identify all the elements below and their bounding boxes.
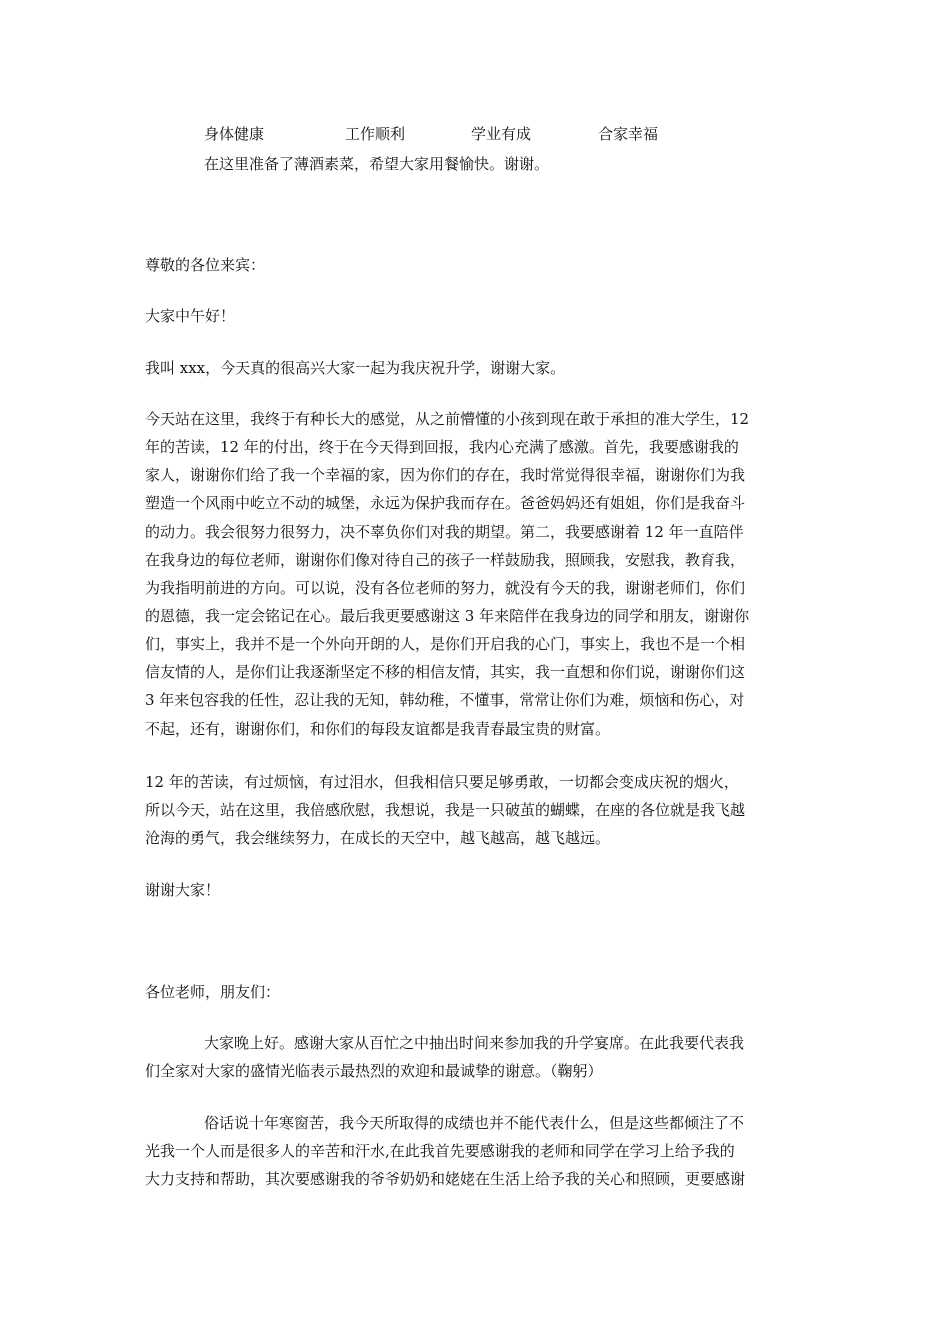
paragraph-line: 3 年来包容我的任性，忍让我的无知，韩幼稚，不懂事，常常让你们为难，烦恼和伤心，对: [145, 691, 745, 709]
paragraph-line: 所以今天，站在这里，我倍感欣慰，我想说，我是一只破茧的蝴蝶，在座的各位就是我飞越: [145, 801, 746, 819]
paragraph-line: 的恩德，我一定会铭记在心。最后我更要感谢这 3 年来陪伴在我身边的同学和朋友，谢谢你: [145, 607, 750, 625]
section2-greeting: 大家中午好！: [145, 307, 236, 325]
paragraph-line: 们全家对大家的盛情光临表示最热烈的欢迎和最诚挚的谢意。（鞠躬）: [145, 1062, 603, 1080]
wish-work: 工作顺利: [345, 125, 406, 143]
paragraph-line: 为我指明前进的方向。可以说，没有各位老师的努力，就没有今天的我，谢谢老师们，你们: [145, 579, 746, 597]
paragraph-line: 年的苦读，12 年的付出，终于在今天得到回报，我内心充满了感激。首先，我要感谢我的: [145, 438, 739, 456]
paragraph-line: 大力支持和帮助，其次要感谢我的爷爷奶奶和姥姥在生活上给予我的关心和照顾，更要感谢: [145, 1170, 746, 1188]
wish-family: 合家幸福: [598, 125, 659, 143]
paragraph-line: 俗话说十年寒窗苦，我今天所取得的成绩也并不能代表什么，但是这些都倾注了不: [204, 1114, 745, 1132]
wishes-row: [204, 124, 804, 144]
section2-intro: 我叫 xxx，今天真的很高兴大家一起为我庆祝升学，谢谢大家。: [145, 359, 566, 377]
paragraph-line: 的动力。我会很努力很努力，决不辜负你们对我的期望。第二，我要感谢着 12 年一直陪伴: [145, 523, 744, 541]
wish-study: 学业有成: [471, 125, 532, 143]
paragraph-line: 在我身边的每位老师，谢谢你们像对待自己的孩子一样鼓励我，照顾我，安慰我，教育我，: [145, 551, 746, 569]
section2-thanks: 谢谢大家！: [145, 881, 221, 899]
paragraph-line: 们，事实上，我并不是一个外向开朗的人，是你们开启我的心门，事实上，我也不是一个相: [145, 635, 746, 653]
paragraph-line: 家人，谢谢你们给了我一个幸福的家，因为你们的存在，我时常觉得很幸福，谢谢你们为我: [145, 466, 746, 484]
paragraph-line: 塑造一个风雨中屹立不动的城堡，永远为保护我而存在。爸爸妈妈还有姐姐，你们是我奋斗: [145, 494, 746, 512]
paragraph-line: 沧海的勇气，我会继续努力，在成长的天空中，越飞越高，越飞越远。: [145, 829, 611, 847]
paragraph-line: 大家晚上好。感谢大家从百忙之中抽出时间来参加我的升学宴席。在此我要代表我: [204, 1034, 745, 1052]
section2-salutation: 尊敬的各位来宾：: [145, 256, 266, 274]
paragraph-line: 光我一个人而是很多人的辛苦和汗水,在此我首先要感谢我的老师和同学在学习上给予我的: [145, 1142, 735, 1160]
paragraph-line: 12 年的苦读，有过烦恼，有过泪水，但我相信只要足够勇敢，一切都会变成庆祝的烟火，: [145, 773, 739, 791]
section3-salutation: 各位老师，朋友们：: [145, 983, 281, 1001]
wish-health: 身体健康: [204, 125, 265, 143]
paragraph-line: 今天站在这里，我终于有种长大的感觉，从之前懵懂的小孩到现在敢于承担的准大学生，12: [145, 410, 750, 428]
paragraph-line: 信友情的人，是你们让我逐渐坚定不移的相信友情，其实，我一直想和你们说，谢谢你们这: [145, 663, 746, 681]
section1-closing: 在这里准备了薄酒素菜，希望大家用餐愉快。谢谢。: [204, 155, 550, 173]
paragraph-line: 不起，还有，谢谢你们，和你们的每段友谊都是我青春最宝贵的财富。: [145, 720, 611, 738]
